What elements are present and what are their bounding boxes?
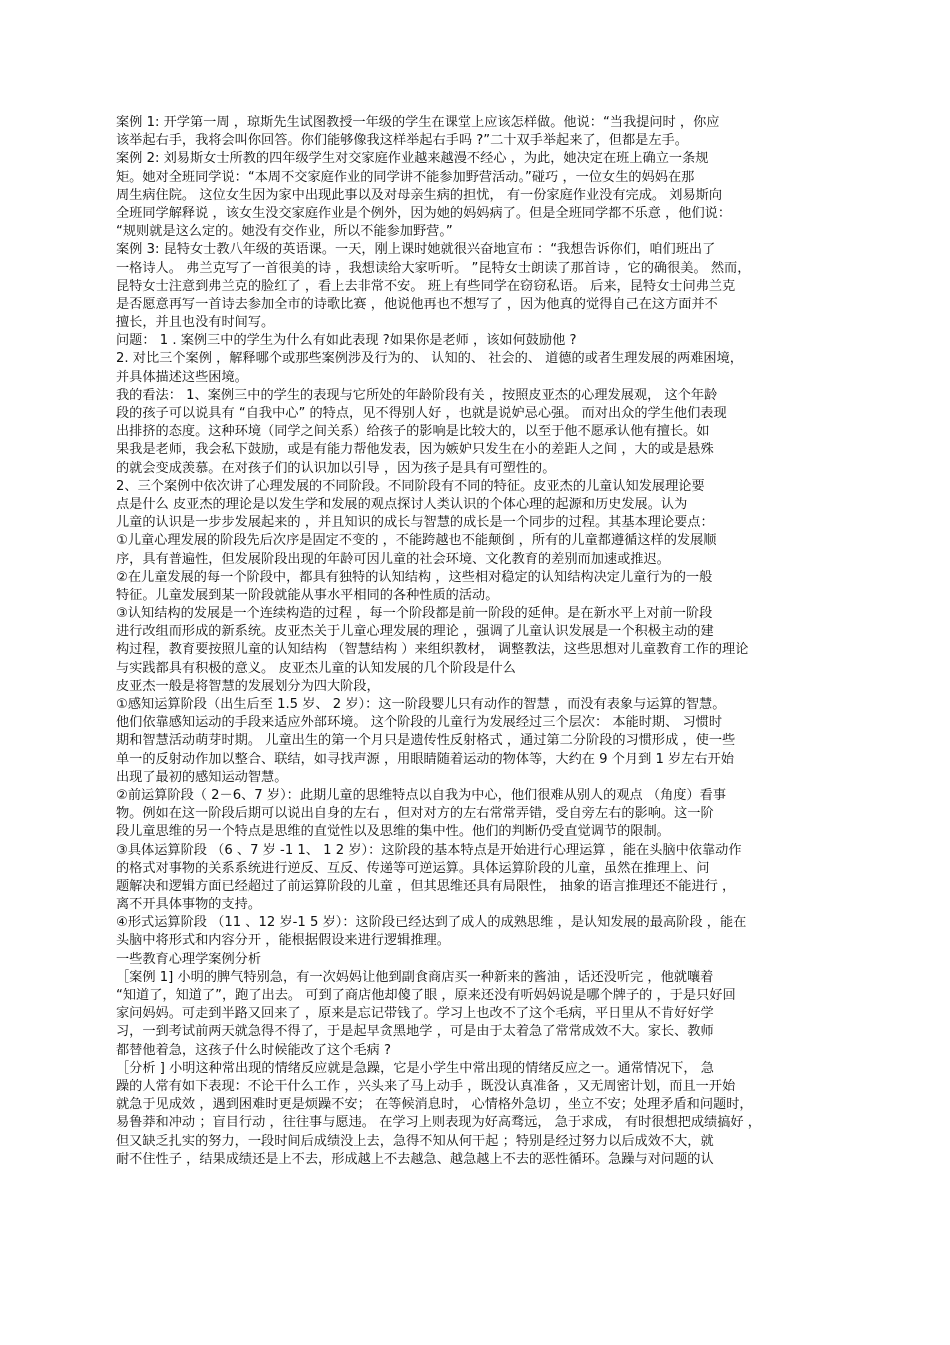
text-line: 段儿童思维的另一个特点是思维的直觉性以及思维的集中性。他们的判断仍受直觉调节的限制。 [116,824,670,840]
text-line: 案例 2: 刘易斯女士所教的四年级学生对交家庭作业越来越漫不经心 ，为此，她决定在班上确立一条规 [116,151,709,167]
text-line: 但又缺乏扎实的努力，一段时间后成绩没上去，急得不知从何干起 ；特别是经过努力以后成效不大，就 [116,1133,714,1149]
text-line: 习，一到考试前两天就急得不得了，于是起早贪黑地学 ，可是由于太着急了常常成效不大。家长、教师 [116,1024,714,1040]
text-line: 全班同学解释说 ，该女生没交家庭作业是个例外，因为她的妈妈病了。但是全班同学都不乐意 ，他们说： [116,205,732,221]
text-line: ③具体运算阶段 （6 、7 岁 -1 1、 1 2 岁）：这阶段的基本特点是开始进行心理运算 ，能在头脑中依靠动作 [116,842,742,858]
text-line: 躁的人常有如下表现：不论干什么工作 ，兴头来了马上动手 ，既没认真准备 ，又无周密计划，而且一开始 [116,1078,736,1094]
text-line: 是否愿意再写一首诗去参加全市的诗歌比赛 ，他说他再也不想写了 ，因为他真的觉得自己在这方面并不 [116,296,718,312]
text-line: 耐不住性子 ，结果成绩还是上不去，形成越上不去越急、越急越上不去的恶性循环。急躁与对问题的认 [116,1151,714,1167]
text-line: 点是什么 皮亚杰的理论是以发生学和发展的观点探讨人类认识的个体心理的起源和历史发展。认为 [116,496,688,512]
text-line: “规则就是这么定的。她没有交作业，所以不能参加野营。” [116,224,453,240]
text-line: 单一的反射动作加以整合、联结，如寻找声源 ，用眼睛随着运动的物体等，大约在 9 个月到 1 岁左右开始 [116,751,734,767]
text-line: 该举起右手，我将会叫你回答。你们能够像我这样举起右手吗 ?”二十双手举起来了，但都是左手。 [116,133,688,149]
text-line: 儿童的认识是一步步发展起来的 ，并且知识的成长与智慧的成长是一个同步的过程。其基本理论要点： [116,515,714,531]
text-line: 一些教育心理学案例分析 [116,951,262,967]
text-line: 都替他着急，这孩子什么时候能改了这个毛病 ? [116,1042,391,1058]
text-line: ②在儿童发展的每一个阶段中，都具有独特的认知结构 ，这些相对稳定的认知结构决定儿童行为的一般 [116,569,713,585]
text-line: 案例 3: 昆特女士教八年级的英语课。一天，刚上课时她就很兴奋地宣布 ：“我想告诉你们，咱们班出了 [116,242,716,258]
text-line: ①感知运算阶段（出生后至 1.5 岁、 2 岁）：这一阶段婴儿只有动作的智慧 ，而没有表象与运算的智慧。 [116,697,726,712]
text-line: 易鲁莽和冲动 ；盲目行动 ，往往事与愿违。 在学习上则表现为好高骛远， 急于求成， 有时很想把成绩搞好 ， [116,1115,761,1131]
text-line: 就急于见成效 ，遇到困难时更是烦躁不安； 在等候消息时， 心情格外急切 ，坐立不安；处理矛盾和问题时， [116,1097,753,1113]
text-line: 2. 对比三个案例 ，解释哪个或那些案例涉及行为的、 认知的、 社会的、 道德的或者生理发展的两难困境， [116,351,743,367]
document-body [116,114,856,1169]
text-line: “知道了，知道了”，跑了出去。 可到了商店他却傻了眼 ，原来还没有听妈妈说是哪个牌子的 ，于是只好回 [116,988,736,1003]
text-line: 案例 1: 开学第一周 ，琼斯先生试图教授一年级的学生在课堂上应该怎样做。他说：“当我提问时 ，你应 [116,115,720,130]
text-line: 离不开具体事物的支持。 [116,897,262,913]
text-line: ［案例 1] 小明的脾气特别急，有一次妈妈让他到副食商店买一种新来的酱油 ，话还没听完 ，他就嚷着 [116,969,714,985]
text-line: 段的孩子可以说具有 “自我中心” 的特点，见不得别人好 ，也就是说妒忌心强。 而对出众的学生他们表现 [116,406,727,421]
text-line: 的格式对事物的关系系统进行逆反、互反、传递等可逆运算。具体运算阶段的儿童，虽然在推理上、问 [116,860,710,876]
text-line: 并具体描述这些困境。 [116,369,248,385]
text-line: 与实践都具有积极的意义。 皮亚杰儿童的认知发展的几个阶段是什么 [116,660,516,676]
text-line: 构过程，教育要按照儿童的认知结构 （智慧结构 ）来组织教材， 调整教法，这些思想对儿童教育工作的理论 [116,642,749,658]
text-line: 皮亚杰一般是将智慧的发展划分为四大阶段， [116,678,380,694]
text-line: 的就会变成羡慕。在对孩子们的认识加以引导 ，因为孩子是具有可塑性的。 [116,460,556,476]
text-line: ②前运算阶段（ 2－6、7 岁）：此期儿童的思维特点以自我为中心，他们很难从别人的观点 （角度）看事 [116,787,727,803]
text-line: 家问妈妈。可走到半路又回来了 ，原来是忘记带钱了。学习上也改不了这个毛病，平日里从不肯好好学 [116,1006,714,1022]
text-line: 序，具有普遍性，但发展阶段出现的年龄可因儿童的社会环境、文化教育的差别而加速或推迟。 [116,551,670,567]
text-line: 昆特女士注意到弗兰克的脸红了 ，看上去非常不安。 班上有些同学在窃窃私语。 后来，昆特女士问弗兰克 [116,278,736,294]
text-line: ③认知结构的发展是一个连续构造的过程 ，每一个阶段都是前一阶段的延伸。是在新水平上对前一阶段 [116,606,713,622]
text-line: 一格诗人。 弗兰克写了一首很美的诗 ，我想读给大家听听。 ”昆特女士朗读了那首诗 ，它的确很美。 然而， [116,260,751,276]
text-line: ①儿童心理发展的阶段先后次序是固定不变的 ，不能跨越也不能颠倒 ，所有的儿童都遵循这样的发展顺 [116,533,717,549]
text-line: 进行改组而形成的新系统。皮亚杰关于儿童心理发展的理论 ，强调了儿童认识发展是一个积极主动的建 [116,624,714,640]
text-line: 果我是老师，我会私下鼓励，或是有能力帮他发表，因为嫉妒只发生在小的差距人之间 ，大的或是悬殊 [116,442,714,458]
text-line: 出现了最初的感知运动智慧。 [116,769,288,785]
text-line: ④形式运算阶段 （11 、12 岁-1 5 岁）：这阶段已经达到了成人的成熟思维 ，是认知发展的最高阶段 ，能在 [116,915,747,931]
text-line: 物。例如在这一阶段后期可以说出自身的左右 ，但对对方的左右常常弄错，受自旁左右的影响。这一阶 [116,806,714,822]
text-line: 擅长，并且也没有时间写。 [116,315,275,331]
text-line: 他们依靠感知运动的手段来适应外部环境。 这个阶段的儿童行为发展经过三个层次： 本能时期、 习惯时 [116,715,723,731]
text-line: 问题： 1 . 案例三中的学生为什么有如此表现 ?如果你是老师 ，该如何鼓励他 ? [116,333,577,349]
text-line: 题解决和逻辑方面已经超过了前运算阶段的儿童 ，但其思维还具有局限性， 抽象的语言推理还不能进行 ， [116,878,736,894]
text-line: 2、三个案例中依次讲了心理发展的不同阶段。不同阶段有不同的特征。皮亚杰的儿童认知发展理论要 [116,478,705,494]
text-line: 周生病住院。 这位女生因为家中出现此事以及对母亲生病的担忧， 有一份家庭作业没有完成。 刘易斯向 [116,187,723,203]
text-line: ［分析 ] 小明这种常出现的情绪反应就是急躁，它是小学生中常出现的情绪反应之一。通常情况下， 急 [116,1060,714,1076]
text-line: 头脑中将形式和内容分开 ，能根据假设来进行逻辑推理。 [116,933,450,949]
text-line: 期和智慧活动萌芽时期。 儿童出生的第一个月只是遗传性反射格式 ，通过第二分阶段的习惯形成 ，使一些 [116,733,736,749]
text-line: 矩。她对全班同学说：“本周不交家庭作业的同学讲不能参加野营活动。”碰巧 ，一位女生的妈妈在那 [116,169,695,185]
text-line: 出排挤的态度。这种环境（同学之间关系）给孩子的影响是比较大的，以至于他不愿承认他有擅长。如 [116,424,710,440]
text-line: 我的看法： 1、案例三中的学生的表现与它所处的年龄阶段有关 ，按照皮亚杰的心理发展观， 这个年龄 [116,387,718,403]
text-line: 特征。儿童发展到某一阶段就能从事水平相同的各种性质的活动。 [116,587,499,603]
